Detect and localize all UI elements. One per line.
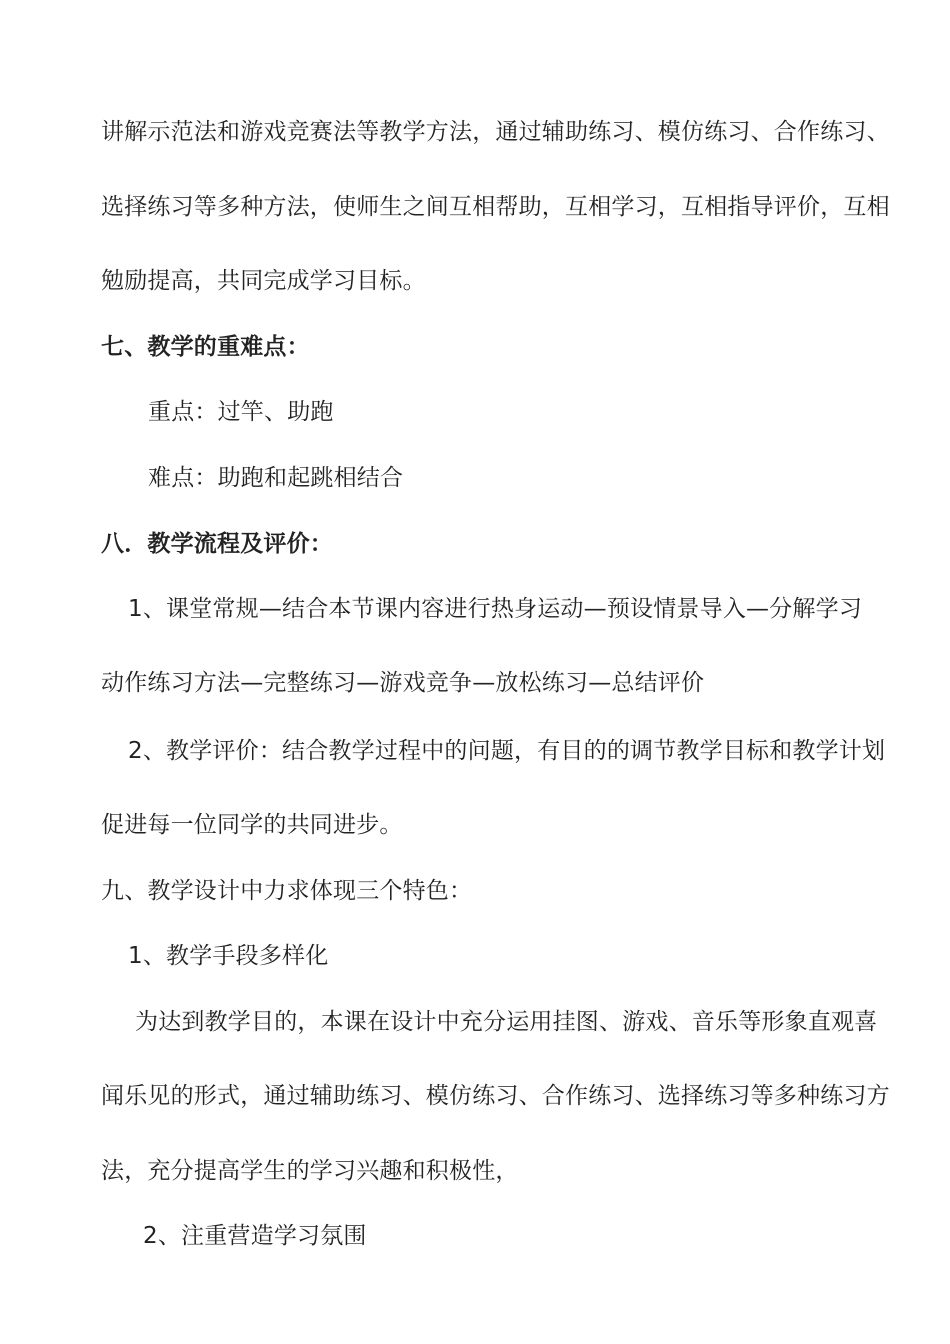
paragraph-line: 法，充分提高学生的学习兴趣和积极性， (101, 1158, 519, 1184)
paragraph-line: 勉励提高，共同完成学习目标。 (101, 268, 426, 294)
paragraph-line: 为达到教学目的，本课在设计中充分运用挂图、游戏、音乐等形象直观喜 (135, 1009, 878, 1035)
key-point-line: 重点：过竿、助跑 (148, 399, 334, 425)
section-heading-9: 九、教学设计中力求体现三个特色： (101, 878, 473, 904)
paragraph-line: 闻乐见的形式，通过辅助练习、模仿练习、合作练习、选择练习等多种练习方 (101, 1083, 890, 1109)
list-item-2: 2、教学评价：结合教学过程中的问题，有目的的调节教学目标和教学计划 (128, 738, 886, 764)
paragraph-line: 选择练习等多种方法，使师生之间互相帮助，互相学习，互相指导评价，互相 (101, 194, 890, 220)
list-item-1: 1、课堂常规—结合本节课内容进行热身运动—预设情景导入—分解学习 (128, 596, 863, 622)
paragraph-line: 动作练习方法—完整练习—游戏竞争—放松练习—总结评价 (101, 670, 705, 696)
feature-item-2: 2、注重营造学习氛围 (143, 1223, 367, 1249)
section-heading-8: 八．教学流程及评价： (101, 531, 333, 557)
section-heading-7: 七、教学的重难点： (101, 334, 310, 360)
paragraph-line: 讲解示范法和游戏竞赛法等教学方法，通过辅助练习、模仿练习、合作练习、 (101, 119, 890, 145)
difficult-point-line: 难点：助跑和起跳相结合 (148, 465, 404, 491)
feature-item-1: 1、教学手段多样化 (128, 943, 329, 969)
paragraph-line: 促进每一位同学的共同进步。 (101, 812, 403, 838)
